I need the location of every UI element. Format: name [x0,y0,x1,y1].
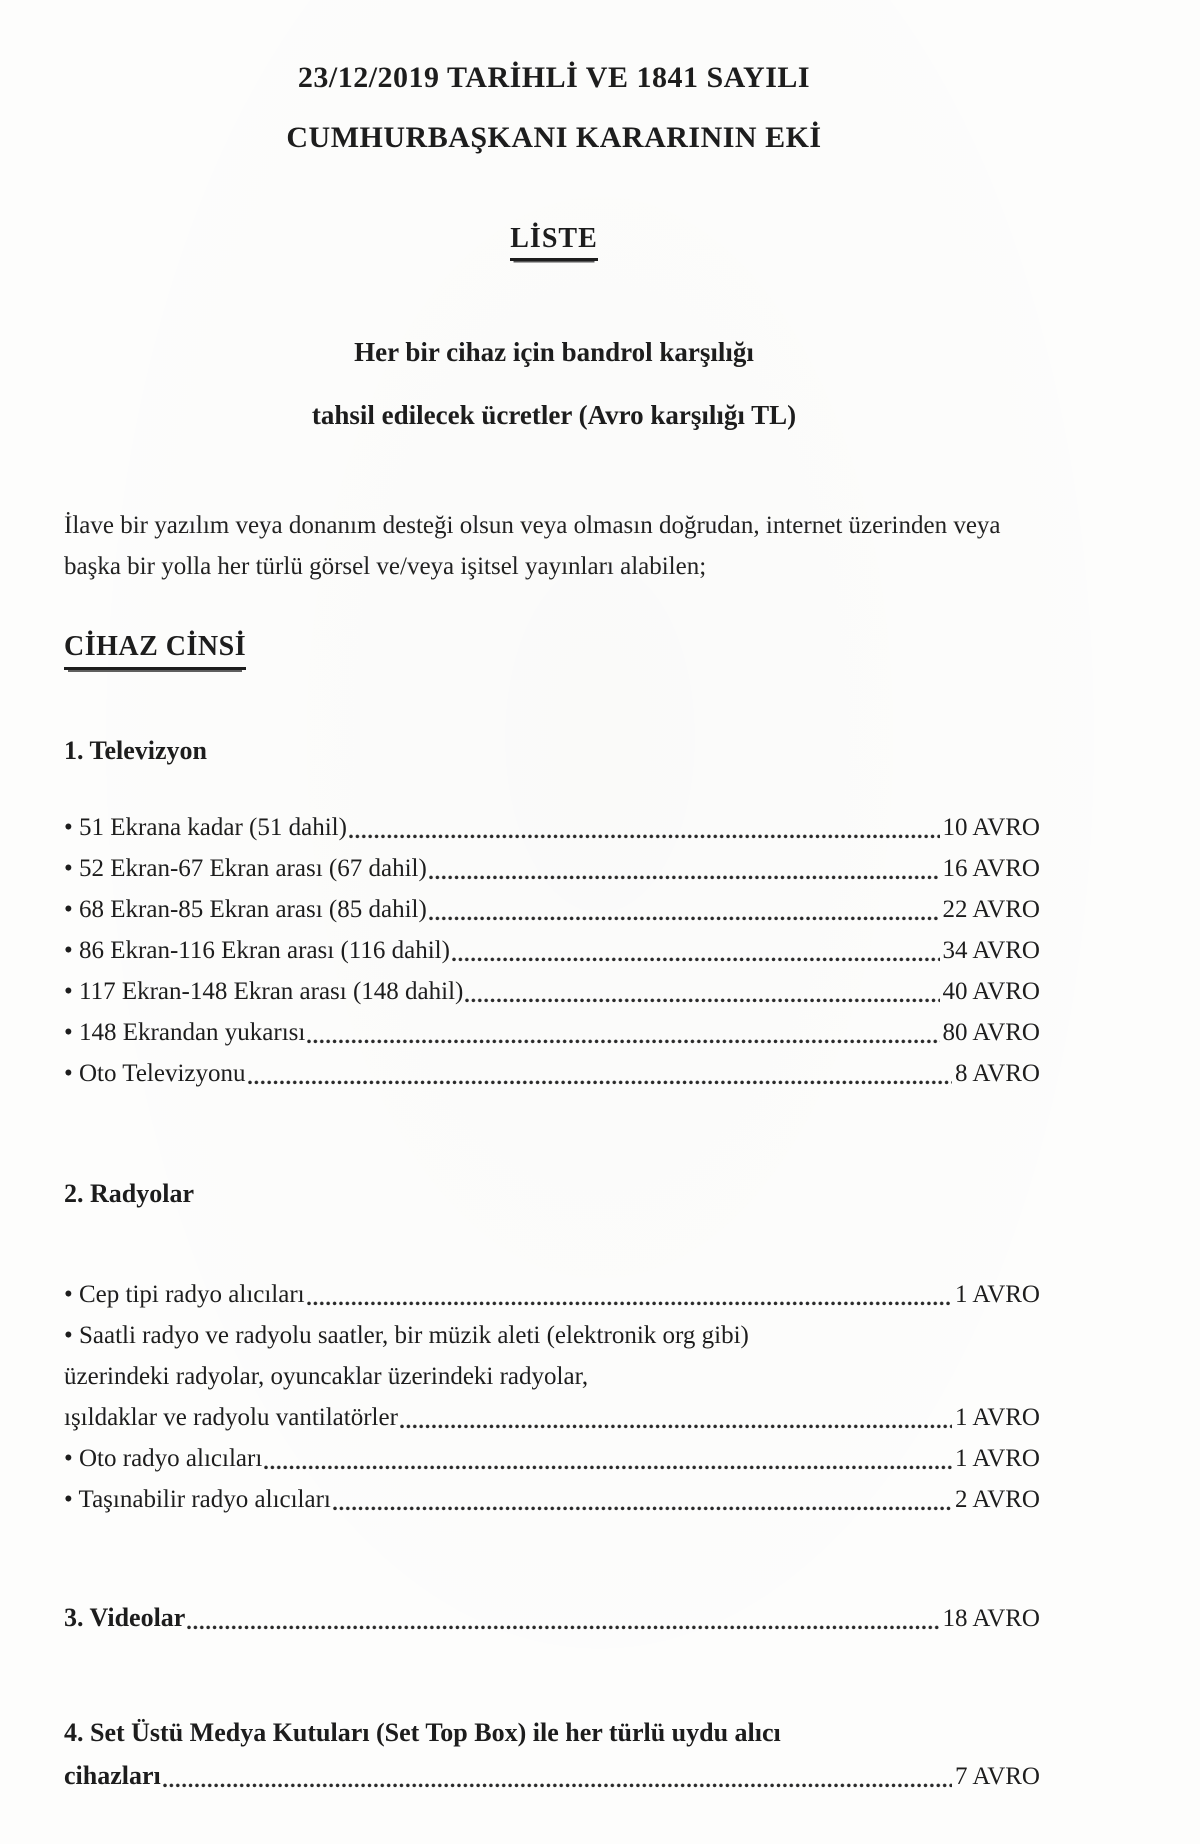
subtitle-line-2: tahsil edilecek ücretler (Avro karşılığı TL) [311,400,797,430]
section-videolar [64,1597,1160,1639]
fee-item-label: • 51 Ekrana kadar (51 dahil) [64,814,347,841]
fee-item-price: 2 AVRO [955,1486,1040,1513]
fee-item-wrap-line: • Saatli radyo ve radyolu saatler, bir müzik aleti (elektronik org gibi) [64,1322,749,1349]
fee-item-wrap-line: üzerindeki radyolar, oyuncaklar üzerindeki radyolar, [64,1363,589,1390]
document-content [0,48,1200,1797]
intro-line-1: İlave bir yazılım veya donanım desteği olsun veya olmasın doğrudan, internet üzerinden veya [64,512,1001,539]
fee-item-price: 80 AVRO [942,1019,1040,1046]
fee-item-label: • 148 Ekrandan yukarısı [64,1019,306,1046]
televizyon-fee-list [64,807,1160,1094]
fee-item-label: • 68 Ekran-85 Ekran arası (85 dahil) [64,896,427,923]
dot-leader [264,1465,952,1470]
fee-item-price: 18 AVRO [942,1605,1040,1632]
device-heading-wrap [64,631,1160,670]
fee-item-price: 1 AVRO [955,1445,1040,1472]
fee-row [64,1597,1040,1639]
dot-leader [333,1506,952,1511]
fee-row [64,930,1040,971]
fee-item-price: 1 AVRO [955,1404,1040,1431]
fee-item-price: 40 AVRO [942,978,1040,1005]
radyolar-fee-list [64,1274,1160,1520]
intro-line-2: başka bir yolla her türlü görsel ve/veya işitsel yayınları alabilen; [64,553,707,580]
fee-row [64,1438,1040,1479]
dot-leader [400,1424,952,1429]
fee-item-label: • Oto Televizyonu [64,1060,246,1087]
fee-item-price: 10 AVRO [942,814,1040,841]
section-televizyon [64,734,1160,1094]
section-heading-videolar: 3. Videolar [64,1603,186,1632]
title-line-1: 23/12/2019 TARİHLİ VE 1841 SAYILI [297,61,811,94]
fee-item-price: 8 AVRO [955,1060,1040,1087]
fee-item-price: 7 AVRO [955,1763,1040,1790]
fee-item-price: 16 AVRO [942,855,1040,882]
dot-leader [465,998,939,1003]
fee-item-label: ışıldaklar ve radyolu vantilatörler [64,1404,398,1431]
section-heading-set-ustu: 4. Set Üstü Medya Kutuları (Set Top Box) ile her türlü uydu alıcı [64,1718,781,1747]
section-heading-televizyon: 1. Televizyon [64,736,208,765]
dot-leader [452,957,940,962]
fee-item-label: • 86 Ekran-116 Ekran arası (116 dahil) [64,937,450,964]
fee-item-price: 1 AVRO [955,1281,1040,1308]
liste-heading: LİSTE [510,223,598,261]
dot-leader [307,1039,939,1044]
section-set-ustu-medya [64,1711,1160,1797]
fee-row [64,807,1040,848]
fee-item-label: • Cep tipi radyo alıcıları [64,1281,305,1308]
fee-row-multiline [64,1315,1160,1438]
subtitle-line-1: Her bir cihaz için bandrol karşılığı [354,337,754,367]
dot-leader [187,1625,939,1630]
fee-item-label: • 52 Ekran-67 Ekran arası (67 dahil) [64,855,427,882]
fee-item-label: • 117 Ekran-148 Ekran arası (148 dahil) [64,978,464,1005]
title-line-2: CUMHURBAŞKANI KARARININ EKİ [286,121,822,154]
fee-row [64,1397,1040,1438]
document-title [64,48,1044,168]
fee-item-label: • Taşınabilir radyo alıcıları [64,1486,331,1513]
fee-row [64,1274,1040,1315]
dot-leader [349,834,940,839]
dot-leader [163,1783,952,1788]
device-type-heading: CİHAZ CİNSİ [64,631,246,670]
dot-leader [429,875,940,880]
fee-row [64,1012,1040,1053]
fee-row [64,1755,1040,1797]
fee-row [64,848,1040,889]
fee-item-price: 34 AVRO [942,937,1040,964]
document-subtitle [64,321,1044,447]
section-radyolar [64,1177,1160,1520]
liste-heading-wrap [64,223,1044,261]
dot-leader [429,916,940,921]
dot-leader [248,1080,952,1085]
dot-leader [307,1301,952,1306]
fee-item-label: • Oto radyo alıcıları [64,1445,263,1472]
fee-row [64,971,1040,1012]
fee-item-label: cihazları [64,1761,161,1790]
section-heading-radyolar: 2. Radyolar [64,1179,194,1208]
fee-item-price: 22 AVRO [942,896,1040,923]
fee-row [64,1053,1040,1094]
fee-row [64,1479,1040,1520]
fee-row [64,889,1040,930]
intro-paragraph [64,505,1160,587]
